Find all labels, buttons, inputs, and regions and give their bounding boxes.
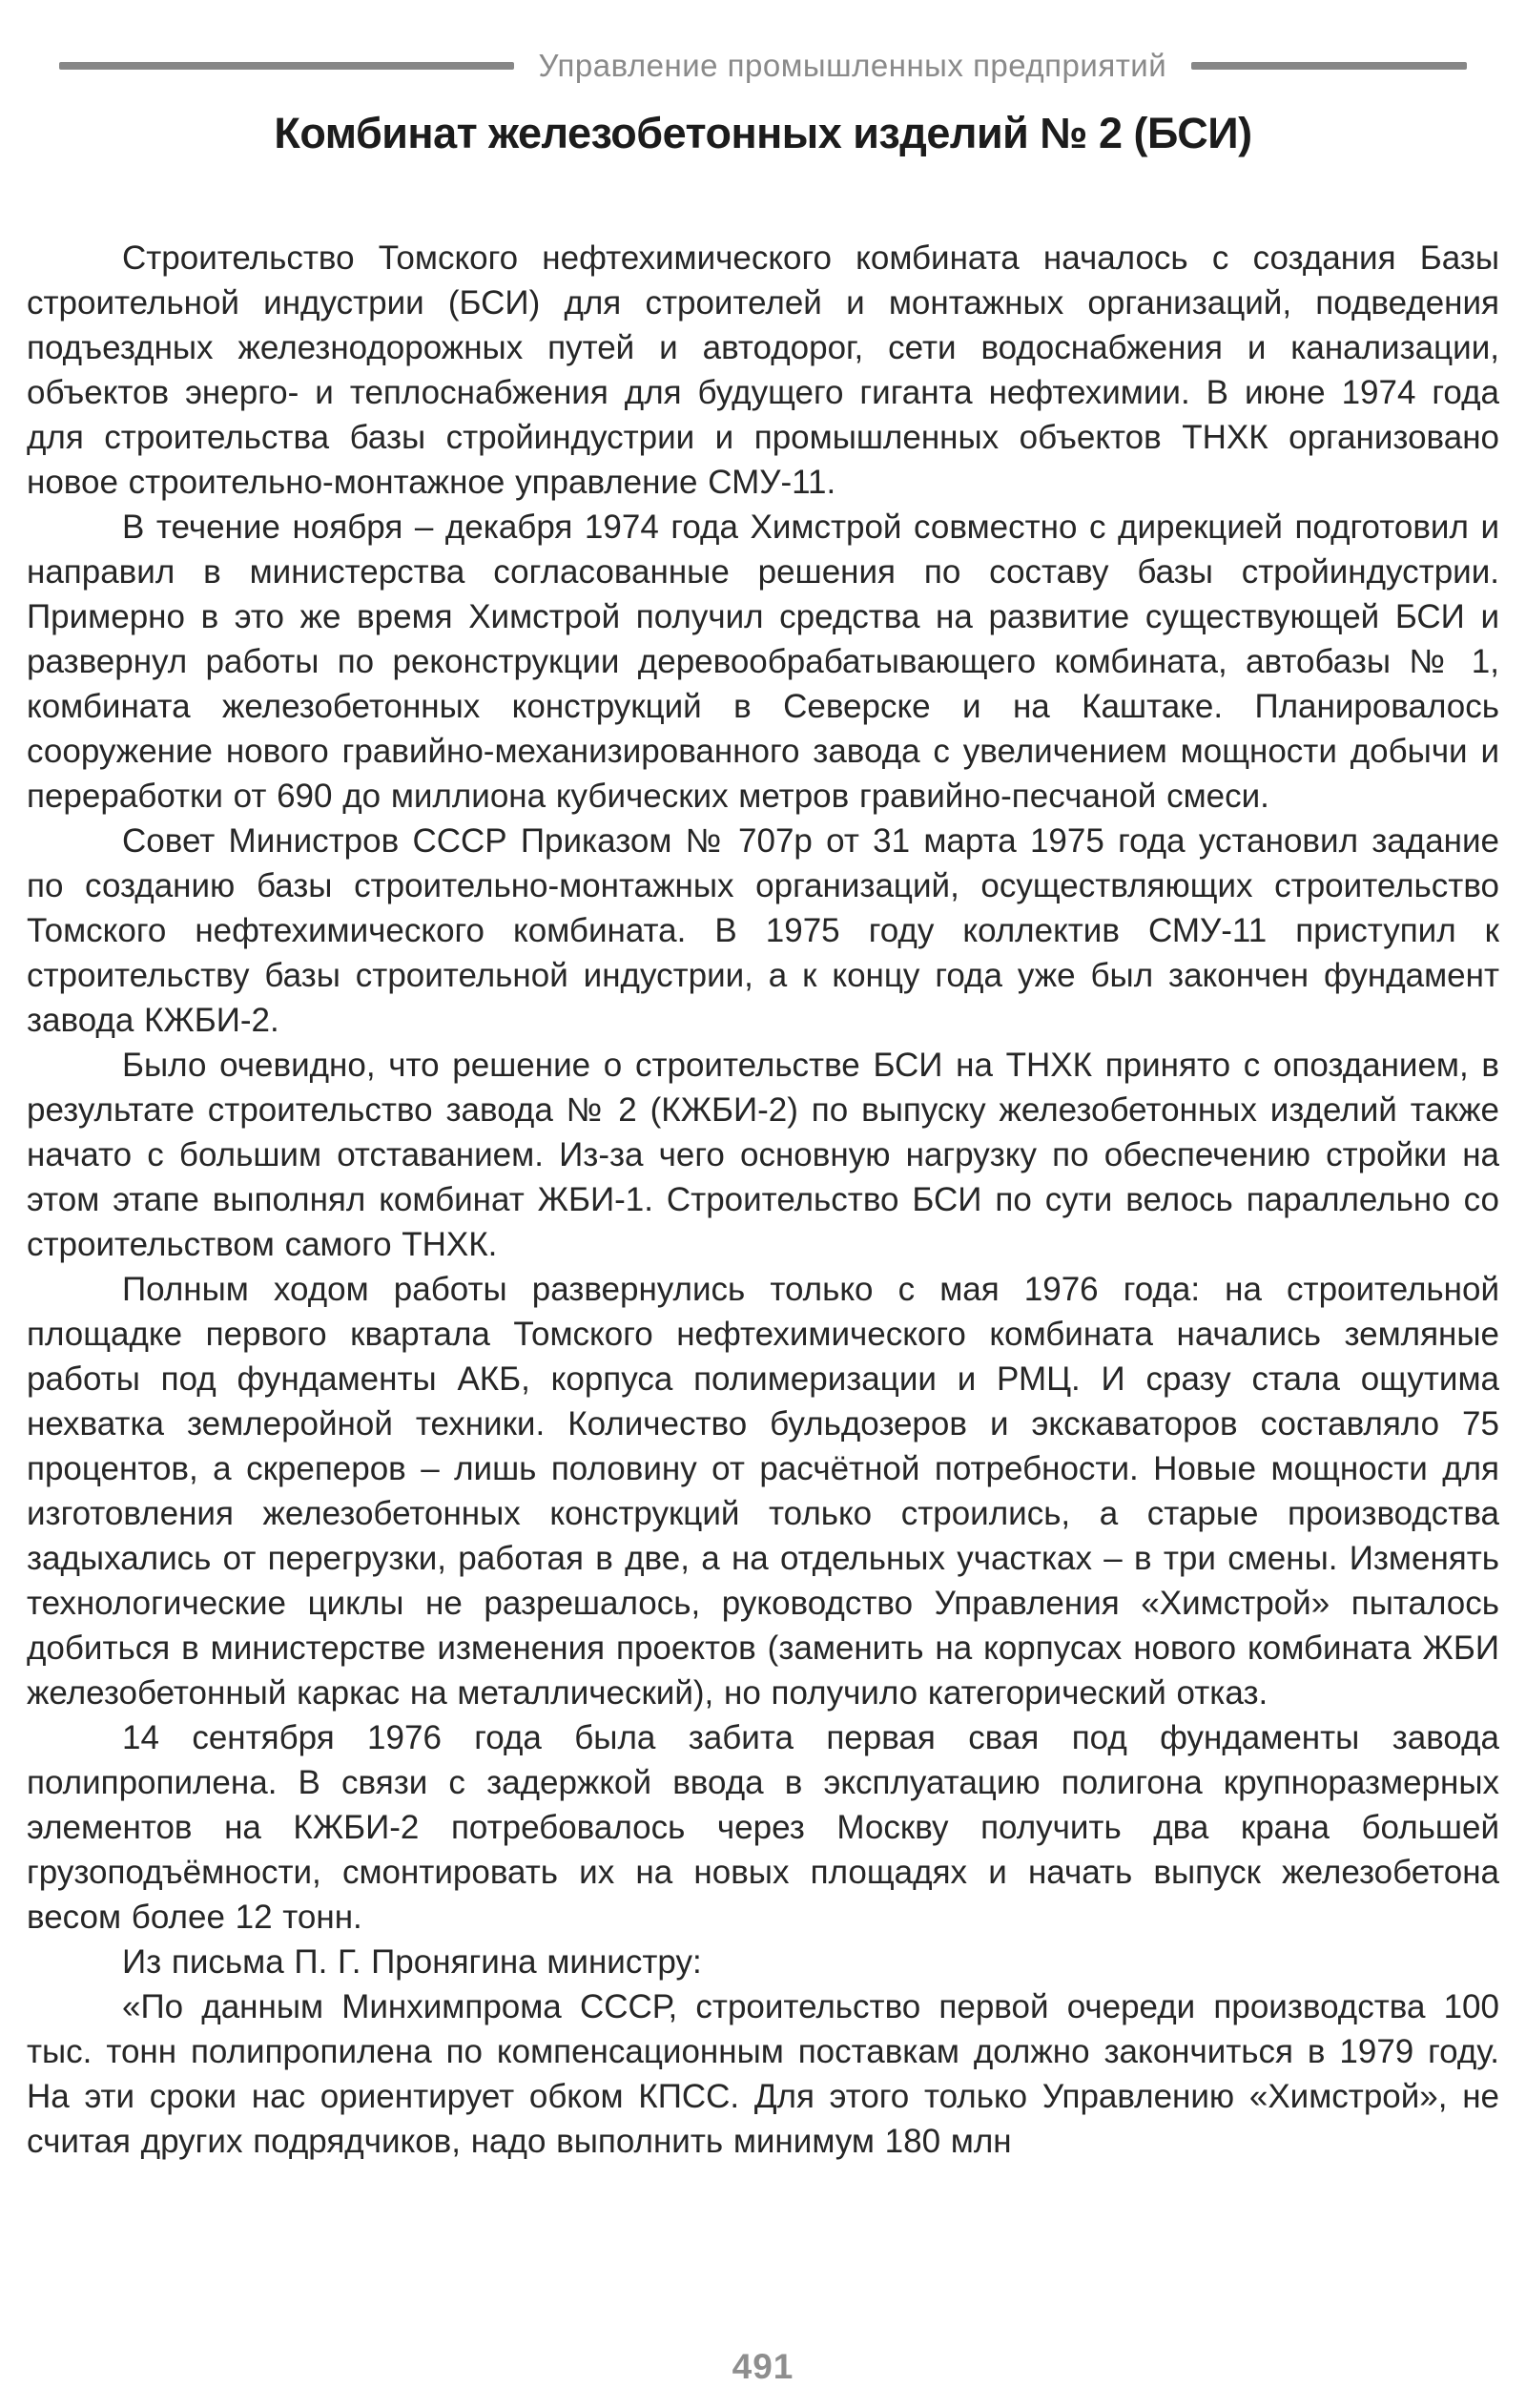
body-text: [27, 236, 1499, 2164]
header-rule-right: [1191, 62, 1467, 70]
letter-quote: «По данным Минхимпрома СССР, строительство первой очереди производства 100 тыс. тонн полипропилена по компенсационным поставкам должно закончиться в 1979 году. На эти сроки нас ориентирует обком КПСС. Для этого только Управлению «Химстрой», не считая других подрядчиков, надо выполнить минимум 180 млн: [27, 1987, 1499, 2160]
paragraph-5: Полным ходом работы развернулись только с мая 1976 года: на строительной площадке первого квартала Томского нефтехимического комбината начались земляные работы под фундаменты АКБ, корпуса полимеризации и РМЦ. И сразу стала ощутима нехватка землеройной техники. Количество бульдозеров и экскаваторов составляло 75 процентов, а скреперов – лишь половину от расчётной потребности. Новые мощности для изготовления железобетонных конструкций только строились, а старые производства задыхались от перегрузки, работая в две, а на отдельных участках – в три смены. Изменять технологические циклы не разрешалось, руководство Управления «Химстрой» пыталось добиться в министерстве изменения проектов (заменить на корпусах нового комбината ЖБИ железобетонный каркас на металлический), но получило категорический отказ.: [27, 1270, 1499, 1712]
paragraph-6: 14 сентября 1976 года была забита первая свая под фундаменты завода полипропилена. В связи с задержкой ввода в эксплуатацию полигона крупноразмерных элементов на КЖБИ-2 потребовалось через Москву получить два крана большей грузоподъёмности, смонтировать их на новых площадях и начать выпуск железобетона весом более 12 тонн.: [27, 1718, 1499, 1936]
chapter-title: Комбинат железобетонных изделий № 2 (БСИ): [274, 109, 1252, 157]
page-number: 491: [732, 2347, 794, 2386]
paragraph-2: В течение ноября – декабря 1974 года Химстрой совместно с дирекцией подготовил и направил в министерства согласованные решения по составу базы стройиндустрии. Примерно в это же время Химстрой получил средства на развитие существующей БСИ и развернул работы по реконструкции деревообрабатывающего комбината, автобазы № 1, комбината железобетонных конструкций в Северске и на Каштаке. Планировалось сооружение нового гравийно-механизированного завода с увеличением мощности добычи и переработки от 690 до миллиона кубических метров гравийно-песчаной смеси.: [27, 508, 1499, 815]
page-footer: [0, 2347, 1526, 2387]
letter-intro: Из письма П. Г. Пронягина министру:: [122, 1942, 702, 1981]
running-header-text: Управление промышленных предприятий: [538, 48, 1167, 83]
paragraph-4: Было очевидно, что решение о строительстве БСИ на ТНХК принято с опозданием, в результате строительство завода № 2 (КЖБИ-2) по выпуску железобетонных изделий также начато с большим отставанием. Из-за чего основную нагрузку по обеспечению стройки на этом этапе выполнял комбинат ЖБИ-1. Строительство БСИ по сути велось параллельно со строительством самого ТНХК.: [27, 1046, 1499, 1263]
header-rule-left: [59, 62, 514, 70]
paragraph-1: Строительство Томского нефтехимического комбината началось с создания Базы строительной индустрии (БСИ) для строителей и монтажных организаций, подведения подъездных железнодорожных путей и автодорог, сети водоснабжения и канализации, объектов энерго- и теплоснабжения для будущего гиганта нефтехимии. В июне 1974 года для строительства базы стройиндустрии и промышленных объектов ТНХК организовано новое строительно-монтажное управление СМУ-11.: [27, 239, 1499, 501]
running-header: [59, 0, 1467, 81]
paragraph-3: Совет Министров СССР Приказом № 707р от 31 марта 1975 года установил задание по созданию базы строительно-монтажных организаций, осуществляющих строительство Томского нефтехимического комбината. В 1975 году коллектив СМУ-11 приступил к строительству базы строительной индустрии, а к концу года уже был закончен фундамент завода КЖБИ-2.: [27, 821, 1499, 1039]
